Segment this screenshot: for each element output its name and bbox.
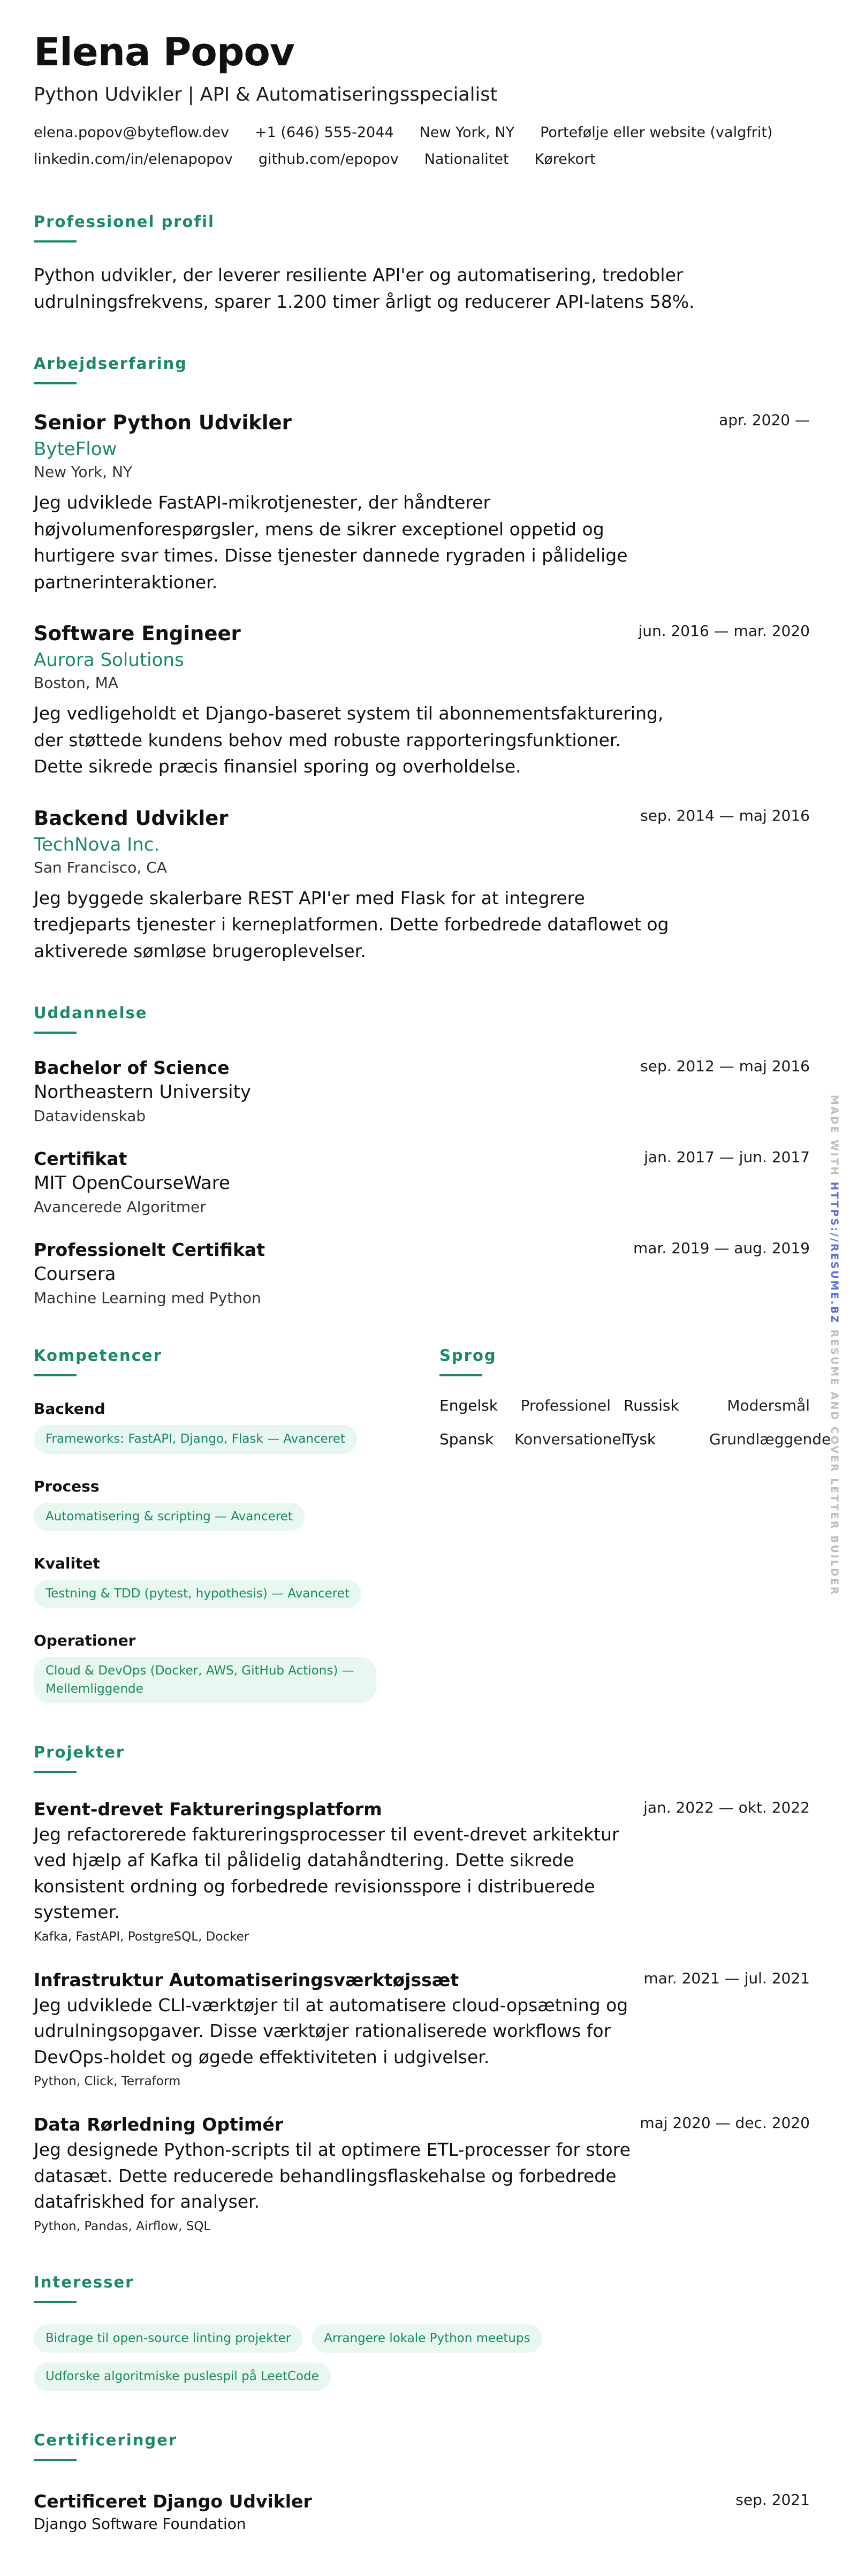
projects-section — [34, 1743, 810, 2233]
work-description: Jeg byggede skalerbare REST API'er med Flask for at integrere tredjeparts tjenester i kerneplatformen. Dette forbedrede dataflowet og aktiverede sømløse brugeroplevelser. — [34, 887, 669, 961]
skill-pill: Cloud & DevOps (Docker, AWS, GitHub Actions) — Mellemliggende — [34, 1657, 376, 1703]
interest-tags — [34, 2324, 623, 2391]
project-item — [34, 1799, 810, 1944]
education-item — [34, 1239, 810, 1307]
work-description: Jeg vedligeholdt et Django-baseret system til abonnementsfakturering, der støttede kundens behov med robuste rapporteringsfunktioner. Dette sikrede præcis finansiel sporing og overholdelse. — [34, 703, 664, 777]
work-date: jun. 2016 — mar. 2020 — [638, 622, 810, 640]
section-title-skills: Kompetencer — [34, 1346, 162, 1365]
project-tech: Kafka, FastAPI, PostgreSQL, Docker — [34, 1929, 249, 1944]
work-item — [34, 622, 810, 780]
education-date: sep. 2012 — maj 2016 — [640, 1057, 810, 1075]
skills-languages-row — [34, 1346, 831, 1703]
education-degree: Professionelt Certifikat — [34, 1239, 265, 1261]
project-tech: Python, Click, Terraform — [34, 2074, 181, 2089]
interests-section — [34, 2273, 810, 2391]
work-item — [34, 807, 810, 965]
certificate-date: sep. 2021 — [735, 2490, 810, 2509]
contact-nationality: Nationalitet — [424, 151, 509, 168]
section-title-projects: Projekter — [34, 1742, 125, 1761]
contact-linkedin[interactable]: linkedin.com/in/elenapopov — [34, 151, 233, 168]
work-date: sep. 2014 — maj 2016 — [640, 806, 810, 824]
section-divider — [34, 382, 77, 384]
resume-headline: Python Udvikler | API & Automatiseringsspecialist — [34, 84, 498, 106]
certificates-section — [34, 2431, 810, 2533]
project-date: mar. 2021 — jul. 2021 — [643, 1969, 810, 1987]
certificate-item — [34, 2491, 810, 2533]
section-divider — [34, 1374, 77, 1376]
education-school: Northeastern University — [34, 1081, 252, 1103]
education-school: Coursera — [34, 1263, 116, 1285]
language-name: Russisk — [624, 1397, 679, 1415]
contact-portfolio[interactable]: Portefølje eller website (valgfrit) — [540, 124, 773, 141]
contact-row — [34, 119, 810, 173]
section-divider — [34, 2459, 77, 2461]
section-title-education: Uddannelse — [34, 1004, 148, 1022]
resume-name: Elena Popov — [34, 29, 294, 74]
section-title-profile: Professionel profil — [34, 213, 215, 231]
language-level: Modersmål — [727, 1397, 810, 1415]
builder-watermark — [829, 1095, 840, 1596]
education-area: Machine Learning med Python — [34, 1289, 261, 1307]
contact-phone[interactable]: +1 (646) 555-2044 — [255, 124, 394, 141]
resume-page — [34, 29, 831, 2533]
language-level: Konversationel — [514, 1430, 626, 1449]
education-item — [34, 1148, 810, 1216]
project-description: Jeg designede Python-scripts til at optimere ETL-processer for store datasæt. Dette reducerede behandlingsflaskehalse og forbedrede datafriskhed for analyser. — [34, 2139, 631, 2213]
interest-tag: Arrangere lokale Python meetups — [312, 2324, 542, 2353]
language-name: Tysk — [624, 1430, 656, 1449]
interest-tag: Udforske algoritmiske puslespil på LeetCode — [34, 2362, 331, 2391]
project-date: maj 2020 — dec. 2020 — [640, 2114, 810, 2132]
certificate-title: Certificeret Django Udvikler — [34, 2490, 312, 2512]
work-title: Software Engineer — [34, 622, 241, 646]
contact-email[interactable]: elena.popov@byteflow.dev — [34, 124, 230, 141]
language-level: Professionel — [520, 1397, 611, 1415]
work-company: TechNova Inc. — [34, 834, 160, 855]
work-section — [34, 354, 810, 964]
work-title: Backend Udvikler — [34, 806, 229, 830]
profile-section — [34, 213, 810, 315]
interest-tag: Bidrage til open-source linting projekter — [34, 2324, 302, 2353]
work-description: Jeg udviklede FastAPI-mikrotjenester, der håndterer højvolumenforespørgsler, mens de sikrer exceptionel oppetid og hurtigere svar times. Disse tjenester dannede rygraden i pålidelige partnerinteraktioner. — [34, 492, 628, 593]
skill-pill: Testning & TDD (pytest, hypothesis) — Avanceret — [34, 1580, 361, 1608]
contact-location: New York, NY — [419, 124, 515, 141]
project-description: Jeg udviklede CLI-værktøjer til at automatisere cloud-opsætning og udrulningsopgaver. Disse værktøjer rationaliserede workflows for DevOps-holdet og øgede effektiviteten i udgivelser. — [34, 1994, 628, 2067]
watermark-link[interactable]: HTTPS://RESUME.BZ — [829, 1181, 840, 1324]
project-date: jan. 2022 — okt. 2022 — [643, 1798, 810, 1816]
skill-group — [34, 1555, 408, 1608]
section-divider — [34, 1032, 77, 1034]
language-name: Spansk — [439, 1430, 494, 1449]
section-divider — [34, 2301, 77, 2303]
education-date: jan. 2017 — jun. 2017 — [644, 1148, 810, 1166]
project-item — [34, 2114, 810, 2233]
profile-summary: Python udvikler, der leverer resiliente API'er og automatisering, tredobler udrulningsfrekvens, sparer 1.200 timer årligt og reducerer API-latens 58%. — [34, 264, 695, 312]
education-degree: Bachelor of Science — [34, 1057, 230, 1079]
project-item — [34, 1969, 810, 2089]
work-location: New York, NY — [34, 463, 133, 481]
project-tech: Python, Pandas, Airflow, SQL — [34, 2219, 211, 2233]
language-name: Engelsk — [439, 1397, 498, 1415]
skill-name: Operationer — [34, 1632, 136, 1650]
skill-group — [34, 1632, 408, 1703]
skill-pill: Automatisering & scripting — Avanceret — [34, 1503, 305, 1531]
work-company: ByteFlow — [34, 438, 117, 460]
skills-section — [34, 1346, 408, 1703]
project-title: Data Rørledning Optimér — [34, 2114, 284, 2135]
education-area: Avancerede Algoritmer — [34, 1198, 206, 1216]
education-item — [34, 1057, 810, 1125]
contact-license: Kørekort — [534, 151, 596, 168]
languages-grid — [439, 1397, 831, 1449]
section-title-certificates: Certificeringer — [34, 2430, 178, 2449]
section-title-work: Arbejdserfaring — [34, 354, 187, 373]
certificate-issuer: Django Software Foundation — [34, 2514, 246, 2533]
project-title: Event-drevet Faktureringsplatform — [34, 1798, 382, 1820]
education-section — [34, 1004, 810, 1307]
section-divider — [34, 240, 77, 243]
contact-github[interactable]: github.com/epopov — [258, 151, 399, 168]
section-title-languages: Sprog — [439, 1346, 497, 1365]
section-title-interests: Interesser — [34, 2272, 134, 2291]
education-area: Datavidenskab — [34, 1107, 146, 1125]
work-title: Senior Python Udvikler — [34, 411, 292, 435]
languages-section — [439, 1346, 831, 1703]
work-company: Aurora Solutions — [34, 649, 184, 671]
work-item — [34, 411, 810, 595]
watermark-prefix: MADE WITH — [829, 1095, 840, 1177]
education-date: mar. 2019 — aug. 2019 — [633, 1239, 810, 1257]
education-degree: Certifikat — [34, 1148, 127, 1170]
project-description: Jeg refactorerede faktureringsprocesser til event-drevet arkitektur ved hjælp af Kafka til pålidelig datahåndtering. Dette sikrede konsistent ordning og forbedrede revisionsspore i distribuerede systemer. — [34, 1823, 619, 1923]
work-location: San Francisco, CA — [34, 858, 167, 876]
skill-name: Process — [34, 1477, 100, 1495]
work-location: Boston, MA — [34, 674, 118, 692]
project-title: Infrastruktur Automatiseringsværktøjssæt — [34, 1969, 459, 1990]
skill-group — [34, 1478, 408, 1531]
skill-name: Backend — [34, 1400, 105, 1418]
skill-pill: Frameworks: FastAPI, Django, Flask — Avanceret — [34, 1425, 357, 1453]
skill-group — [34, 1400, 408, 1453]
skill-name: Kvalitet — [34, 1554, 100, 1572]
education-school: MIT OpenCourseWare — [34, 1172, 230, 1194]
watermark-suffix: RESUME AND COVER LETTER BUILDER — [829, 1329, 840, 1596]
section-divider — [34, 1771, 77, 1773]
work-date: apr. 2020 — — [719, 411, 810, 429]
section-divider — [439, 1374, 482, 1376]
language-level: Grundlæggende — [709, 1430, 831, 1449]
